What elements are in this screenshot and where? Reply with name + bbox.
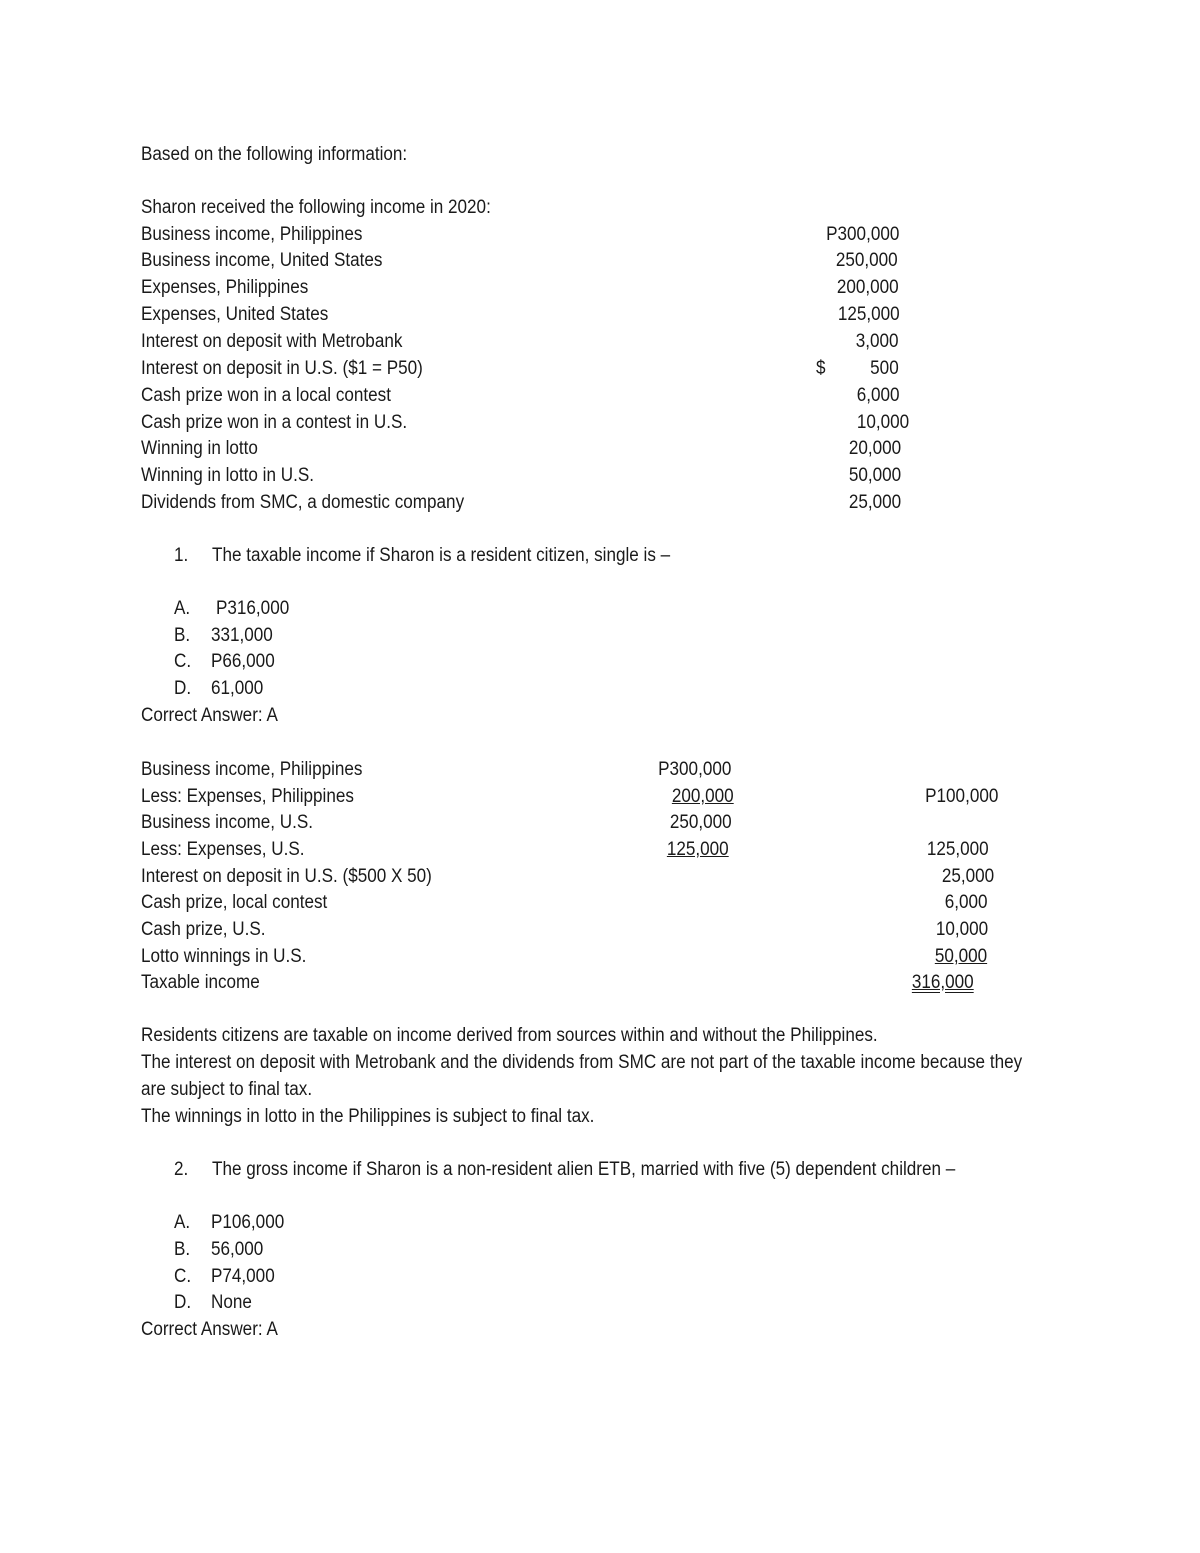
- solution-col2: 50,000: [934, 946, 987, 967]
- income-label: Winning in lotto: [141, 438, 258, 459]
- income-heading: Sharon received the following income in 2020:: [141, 197, 491, 218]
- income-amount: 50,000: [848, 465, 901, 486]
- choice-letter: A.: [174, 598, 191, 619]
- solution-col2: 10,000: [935, 919, 988, 940]
- explanation-line: The winnings in lotto in the Philippines is subject to final tax.: [141, 1106, 595, 1127]
- choice-text: 56,000: [211, 1239, 264, 1260]
- income-label: Business income, Philippines: [141, 224, 363, 245]
- income-label: Expenses, United States: [141, 304, 329, 325]
- income-label: Cash prize won in a contest in U.S.: [141, 412, 408, 433]
- choice-letter: C.: [174, 1266, 192, 1287]
- income-amount: P300,000: [825, 224, 899, 245]
- choice-text: 331,000: [211, 625, 273, 646]
- solution-label: Less: Expenses, Philippines: [141, 786, 354, 807]
- solution-col2: 25,000: [941, 866, 994, 887]
- solution-col1: 250,000: [670, 812, 732, 833]
- income-amount: 10,000: [856, 412, 909, 433]
- explanation-line: The interest on deposit with Metrobank and the dividends from SMC are not part of the taxable income because they: [141, 1052, 1023, 1073]
- question-number: 2.: [174, 1159, 189, 1180]
- income-label: Interest on deposit in U.S. ($1 = P50): [141, 358, 423, 379]
- solution-col1: 125,000: [667, 839, 729, 860]
- choice-text: P106,000: [211, 1212, 285, 1233]
- solution-label: Lotto winnings in U.S.: [141, 946, 307, 967]
- solution-label: Less: Expenses, U.S.: [141, 839, 305, 860]
- solution-col2: P100,000: [924, 786, 998, 807]
- income-amount: 125,000: [838, 304, 900, 325]
- solution-col1: P300,000: [657, 759, 731, 780]
- question-text: The taxable income if Sharon is a resident citizen, single is –: [212, 545, 671, 566]
- choice-letter: B.: [174, 625, 191, 646]
- choice-text: P66,000: [211, 651, 275, 672]
- choice-text: None: [211, 1292, 252, 1313]
- choice-text: 61,000: [211, 678, 264, 699]
- choice-letter: A.: [174, 1212, 191, 1233]
- solution-label: Cash prize, local contest: [141, 892, 328, 913]
- income-amount: 3,000: [856, 331, 899, 352]
- correct-answer: Correct Answer: A: [141, 705, 278, 726]
- explanation-line: are subject to final tax.: [141, 1079, 313, 1100]
- solution-col1: 200,000: [672, 786, 734, 807]
- income-label: Winning in lotto in U.S.: [141, 465, 314, 486]
- solution-col2: 125,000: [927, 839, 989, 860]
- income-amount: 250,000: [836, 250, 898, 271]
- income-label: Interest on deposit with Metrobank: [141, 331, 403, 352]
- income-label: Business income, United States: [141, 250, 383, 271]
- currency-symbol: $: [816, 358, 826, 379]
- solution-label: Business income, U.S.: [141, 812, 314, 833]
- choice-letter: C.: [174, 651, 192, 672]
- solution-col2: 6,000: [945, 892, 988, 913]
- income-amount: 500: [870, 358, 899, 379]
- solution-label: Cash prize, U.S.: [141, 919, 266, 940]
- income-amount: 25,000: [848, 492, 901, 513]
- intro-text: Based on the following information:: [141, 144, 408, 165]
- solution-col2: 316,000: [912, 972, 974, 993]
- income-amount: 6,000: [857, 385, 900, 406]
- choice-letter: D.: [174, 1292, 192, 1313]
- income-label: Cash prize won in a local contest: [141, 385, 391, 406]
- choice-letter: D.: [174, 678, 192, 699]
- choice-letter: B.: [174, 1239, 191, 1260]
- income-amount: 20,000: [848, 438, 901, 459]
- question-number: 1.: [174, 545, 189, 566]
- income-label: Dividends from SMC, a domestic company: [141, 492, 465, 513]
- solution-label: Business income, Philippines: [141, 759, 363, 780]
- choice-text: P316,000: [216, 598, 290, 619]
- income-label: Expenses, Philippines: [141, 277, 309, 298]
- solution-label: Interest on deposit in U.S. ($500 X 50): [141, 866, 432, 887]
- explanation-line: Residents citizens are taxable on income derived from sources within and without the Philippines.: [141, 1025, 878, 1046]
- income-amount: 200,000: [837, 277, 899, 298]
- correct-answer: Correct Answer: A: [141, 1319, 278, 1340]
- choice-text: P74,000: [211, 1266, 275, 1287]
- question-text: The gross income if Sharon is a non-resident alien ETB, married with five (5) dependent children –: [212, 1159, 956, 1180]
- solution-label: Taxable income: [141, 972, 260, 993]
